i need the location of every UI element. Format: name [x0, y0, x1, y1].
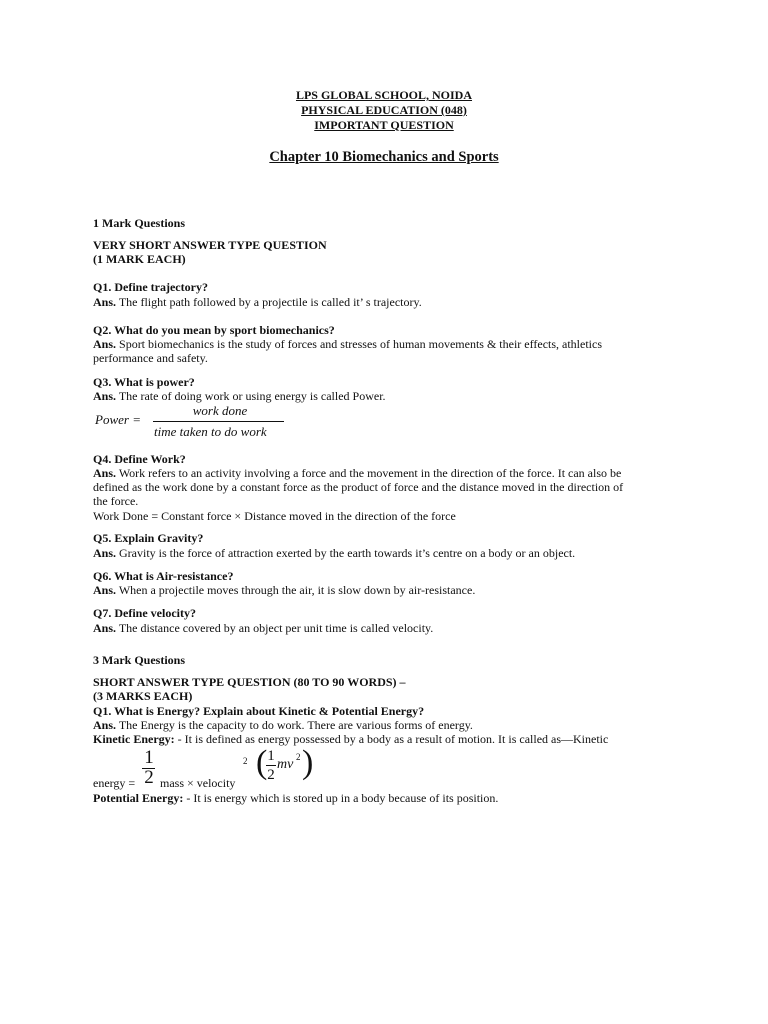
question-3: Q3. What is power?: [93, 375, 195, 389]
answer-2: [93, 337, 602, 351]
mass-times-velocity: mass × velocity: [160, 776, 236, 790]
right-parenthesis: ): [302, 744, 314, 781]
mv-term: mv: [277, 757, 294, 772]
answer-5: [93, 546, 575, 560]
answer-6-text: When a projectile moves through the air, it is slow down by air-resistance.: [118, 583, 476, 597]
answer-4-text-line-1: Work refers to an activity involving a force and the movement in the direction of the force. It can also be: [118, 466, 622, 480]
long-answer-1: [93, 718, 473, 732]
long-answer-1-text: The Energy is the capacity to do work. There are various forms of energy.: [118, 718, 473, 732]
section3-type-line-2: (3 MARKS EACH): [93, 689, 193, 703]
ans-label: Ans.: [93, 718, 117, 732]
long-question-1: Q1. What is Energy? Explain about Kinetic & Potential Energy?: [93, 704, 425, 718]
answer-3-text: The rate of doing work or using energy is called Power.: [118, 389, 386, 403]
ans-label: Ans.: [93, 583, 117, 597]
answer-2-text-line-1: Sport biomechanics is the study of forces and stresses of human movements & their effects, athletics: [119, 337, 603, 351]
half-denominator: 2: [144, 767, 154, 788]
ans-label: Ans.: [93, 389, 117, 403]
kinetic-energy-definition: [93, 732, 608, 746]
question-5: Q5. Explain Gravity?: [93, 531, 204, 545]
inner-half-numerator: 1: [267, 748, 275, 764]
velocity-exponent: 2: [243, 756, 248, 766]
kinetic-energy-label: Kinetic Energy:: [93, 732, 175, 746]
question-6: Q6. What is Air-resistance?: [93, 569, 234, 583]
inner-half-fraction-bar: [266, 765, 276, 766]
school-name: LPS GLOBAL SCHOOL, NOIDA: [295, 88, 473, 102]
section3-type-line-1: SHORT ANSWER TYPE QUESTION (80 TO 90 WORDS) –: [93, 675, 406, 689]
answer-2-text-line-2: performance and safety.: [93, 351, 208, 365]
answer-6: [93, 583, 475, 597]
power-formula-numerator: work done: [192, 403, 248, 418]
section-type-line-1: VERY SHORT ANSWER TYPE QUESTION: [93, 238, 327, 252]
question-7: Q7. Define velocity?: [93, 606, 196, 620]
energy-equals: energy =: [93, 776, 136, 790]
potential-energy-definition: [93, 791, 498, 805]
inner-half-denominator: 2: [267, 767, 275, 783]
potential-energy-text: - It is energy which is stored up in a body because of its position.: [186, 791, 499, 805]
answer-1: [93, 295, 422, 309]
answer-4: [93, 466, 621, 480]
power-fraction-bar: [153, 421, 284, 422]
chapter-title: Chapter 10 Biomechanics and Sports: [269, 149, 499, 165]
power-formula-denominator: time taken to do work: [154, 424, 267, 439]
section-type-line-2: (1 MARK EACH): [93, 252, 186, 266]
left-parenthesis: (: [256, 744, 268, 781]
section-heading-1-mark: 1 Mark Questions: [93, 216, 186, 230]
answer-5-text: Gravity is the force of attraction exerted by the earth towards it’s centre on a body or an object.: [119, 546, 576, 560]
ans-label: Ans.: [93, 546, 117, 560]
ans-label: Ans.: [93, 295, 117, 309]
potential-energy-label: Potential Energy:: [93, 791, 184, 805]
answer-3: [93, 389, 386, 403]
answer-4-text-line-3: the force.: [93, 494, 139, 508]
mv-exponent: 2: [296, 752, 301, 762]
ans-label: Ans.: [93, 337, 117, 351]
section-heading-3-mark: 3 Mark Questions: [93, 653, 186, 667]
answer-7-text: The distance covered by an object per unit time is called velocity.: [118, 621, 434, 635]
answer-1-text: The flight path followed by a projectile is called it’ s trajectory.: [118, 295, 422, 309]
question-4: Q4. Define Work?: [93, 452, 186, 466]
document-type: IMPORTANT QUESTION: [314, 118, 454, 132]
kinetic-energy-text: - It is defined as energy possessed by a body as a result of motion. It is called as—Kinetic: [177, 732, 609, 746]
power-formula-lhs: Power =: [95, 412, 141, 427]
ans-label: Ans.: [93, 466, 117, 480]
question-1: Q1. Define trajectory?: [93, 280, 208, 294]
ans-label: Ans.: [93, 621, 117, 635]
half-numerator: 1: [144, 747, 154, 768]
answer-7: [93, 621, 433, 635]
work-done-formula: Work Done = Constant force × Distance moved in the direction of the force: [93, 509, 456, 523]
answer-4-text-line-2: defined as the work done by a constant force as the product of force and the distance moved in the direction of: [93, 480, 624, 494]
question-2: Q2. What do you mean by sport biomechanics?: [93, 323, 335, 337]
subject-title: PHYSICAL EDUCATION (048): [301, 103, 467, 117]
